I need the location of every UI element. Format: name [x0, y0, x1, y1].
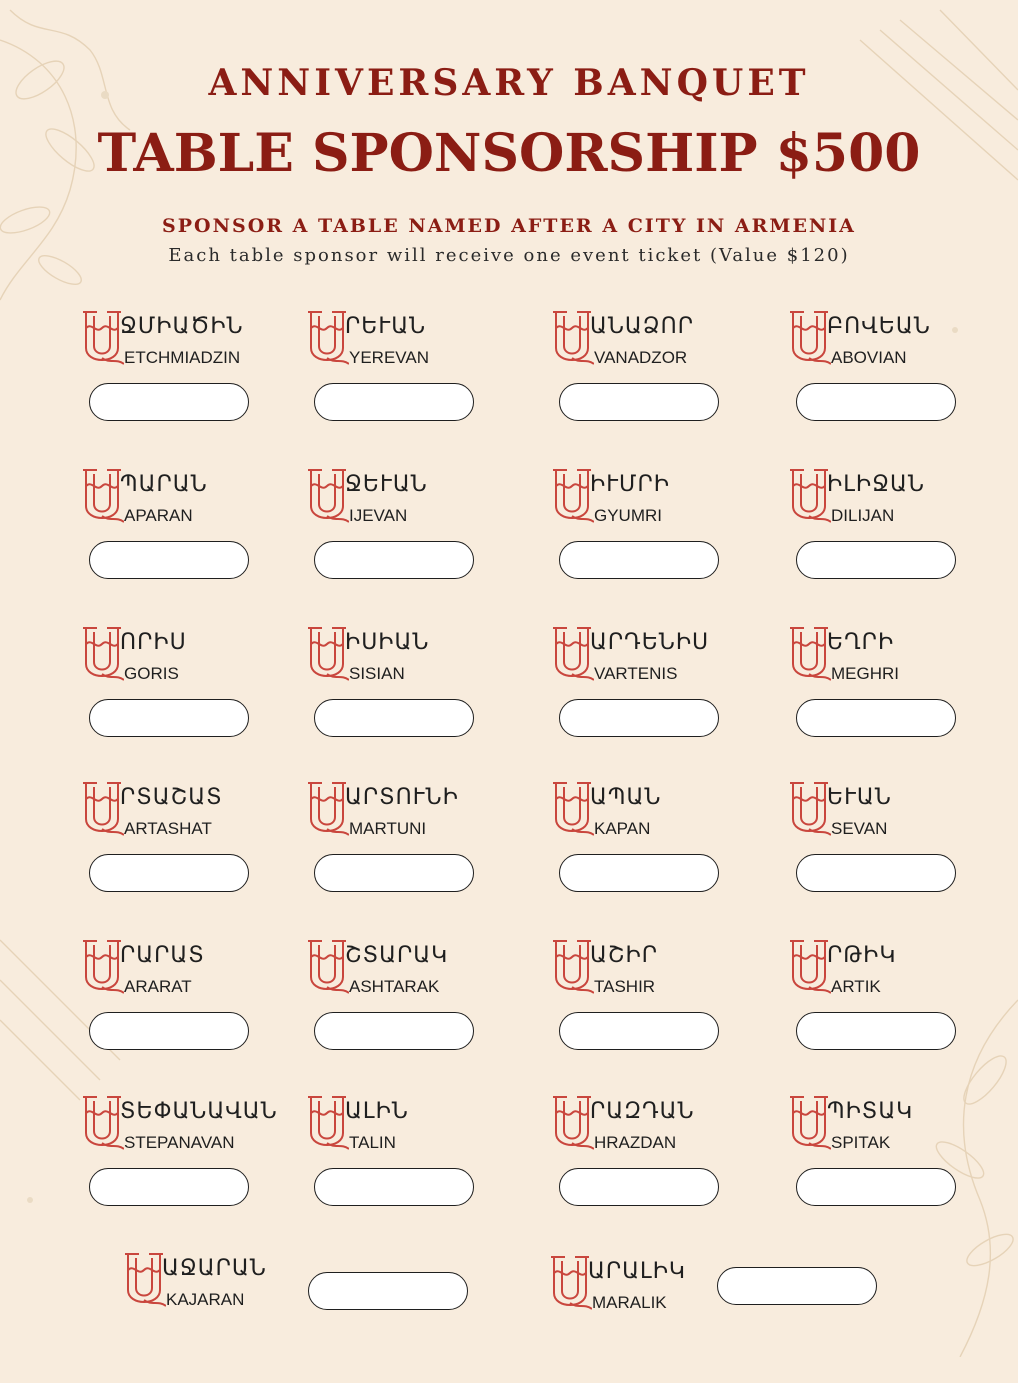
english-city-name: ARARAT: [124, 977, 192, 996]
armenian-initial-h-icon: [550, 1093, 594, 1155]
ticket-note: Each table sponsor will receive one event ticket (Value $120): [168, 245, 850, 266]
sponsor-name-field[interactable]: [717, 1267, 877, 1305]
armenian-city-name: ՊԻՏԱԿ: [827, 1099, 914, 1124]
sponsor-name-field[interactable]: [796, 1012, 956, 1050]
english-city-name: DILIJAN: [831, 506, 895, 525]
table-sponsor-ashtarak: [305, 937, 505, 1067]
sponsor-name-field[interactable]: [314, 383, 474, 421]
armenian-initial-ye-icon: [305, 308, 349, 370]
armenian-initial-m-icon: [787, 624, 831, 686]
armenian-initial-a-icon: [787, 937, 831, 999]
armenian-city-name: ՐՏԱՇԱՏ: [120, 785, 223, 810]
armenian-city-name: ԻԼԻՋԱՆ: [827, 472, 925, 497]
armenian-city-name: ԲՈՎԵԱՆ: [827, 314, 931, 339]
sponsor-name-field[interactable]: [796, 699, 956, 737]
armenian-city-name: ԻՒՄՐԻ: [590, 472, 670, 497]
table-sponsor-sisian: [305, 624, 505, 754]
table-sponsor-tashir: [550, 937, 750, 1067]
sponsor-name-field[interactable]: [559, 383, 719, 421]
table-sponsor-etchmiadzin: [80, 308, 280, 438]
table-sponsor-maralik: [548, 1253, 748, 1383]
table-sponsor-yerevan: [305, 308, 505, 438]
armenian-initial-a-icon: [787, 308, 831, 370]
armenian-city-name: ՋԵՒԱՆ: [345, 472, 428, 497]
english-city-name: STEPANAVAN: [124, 1133, 235, 1152]
english-city-name: ASHTARAK: [349, 977, 440, 996]
english-city-name: KAPAN: [594, 819, 651, 838]
english-city-name: VARTENIS: [594, 664, 678, 683]
sponsor-name-field[interactable]: [89, 541, 249, 579]
english-city-name: SISIAN: [349, 664, 405, 683]
armenian-initial-i-icon: [305, 466, 349, 528]
english-city-name: SEVAN: [831, 819, 888, 838]
sponsor-name-field[interactable]: [89, 1012, 249, 1050]
armenian-initial-d-icon: [787, 466, 831, 528]
armenian-city-name: ԻՍԻԱՆ: [345, 630, 430, 655]
table-sponsor-spitak: [787, 1093, 987, 1223]
armenian-initial-s-icon: [787, 1093, 831, 1155]
armenian-city-name: ՐԱՐԱՏ: [120, 943, 205, 968]
english-city-name: GYUMRI: [594, 506, 662, 525]
armenian-city-name: ՏԵՓԱՆԱՎԱՆ: [120, 1099, 278, 1124]
table-sponsor-hrazdan: [550, 1093, 750, 1223]
armenian-initial-s-icon: [80, 1093, 124, 1155]
table-sponsor-goris: [80, 624, 280, 754]
sponsor-name-field[interactable]: [314, 1012, 474, 1050]
table-sponsor-vartenis: [550, 624, 750, 754]
armenian-city-name: ԱՐՏՈՒՆԻ: [345, 785, 459, 810]
sponsorship-subtitle: SPONSOR A TABLE NAMED AFTER A CITY IN ARMENIA: [162, 215, 856, 237]
english-city-name: SPITAK: [831, 1133, 891, 1152]
table-sponsor-martuni: [305, 779, 505, 909]
table-sponsor-sevan: [787, 779, 987, 909]
table-sponsor-stepanavan: [80, 1093, 280, 1223]
armenian-initial-t-icon: [550, 937, 594, 999]
sponsor-name-field[interactable]: [559, 541, 719, 579]
sponsor-name-field[interactable]: [796, 383, 956, 421]
armenian-city-name: ԱՇԻՐ: [590, 943, 658, 968]
sponsor-name-field[interactable]: [89, 383, 249, 421]
sponsor-name-field[interactable]: [308, 1272, 468, 1310]
sponsor-name-field[interactable]: [796, 541, 956, 579]
sponsor-name-field[interactable]: [796, 1168, 956, 1206]
armenian-city-name: ԱՐԴԵՆԻՍ: [590, 630, 710, 655]
table-sponsor-gyumri: [550, 466, 750, 596]
armenian-city-name: ՐԵՒԱՆ: [345, 314, 427, 339]
armenian-city-name: ՇՏԱՐԱԿ: [345, 943, 449, 968]
sponsor-name-field[interactable]: [89, 1168, 249, 1206]
english-city-name: ARTASHAT: [124, 819, 212, 838]
armenian-city-name: ՐԱԶԴԱՆ: [590, 1099, 695, 1124]
table-sponsor-kapan: [550, 779, 750, 909]
armenian-initial-a-icon: [80, 466, 124, 528]
armenian-city-name: ԱՋԱՐԱՆ: [162, 1256, 267, 1281]
table-sponsor-artik: [787, 937, 987, 1067]
table-sponsor-aparan: [80, 466, 280, 596]
armenian-initial-m-icon: [548, 1253, 592, 1315]
english-city-name: IJEVAN: [349, 506, 408, 525]
english-city-name: ABOVIAN: [831, 348, 907, 367]
english-city-name: MEGHRI: [831, 664, 899, 683]
armenian-initial-m-icon: [305, 779, 349, 841]
armenian-city-name: ԱԼԻՆ: [345, 1099, 409, 1124]
english-city-name: MARTUNI: [349, 819, 427, 838]
armenian-city-name: ԱՐԱԼԻԿ: [588, 1259, 687, 1284]
armenian-initial-a-icon: [80, 937, 124, 999]
english-city-name: TASHIR: [594, 977, 656, 996]
armenian-city-name: ՐԹԻԿ: [827, 943, 897, 968]
english-city-name: ARTIK: [831, 977, 881, 996]
sponsor-name-field[interactable]: [796, 854, 956, 892]
armenian-initial-g-icon: [80, 624, 124, 686]
armenian-initial-g-icon: [550, 466, 594, 528]
table-sponsor-artashat: [80, 779, 280, 909]
armenian-city-name: ԱՊԱՆ: [590, 785, 662, 810]
table-sponsor-kajaran: [122, 1250, 322, 1380]
english-city-name: MARALIK: [592, 1293, 667, 1312]
table-sponsor-meghri: [787, 624, 987, 754]
sponsor-name-field[interactable]: [89, 854, 249, 892]
sponsor-name-field[interactable]: [314, 854, 474, 892]
table-sponsor-abovian: [787, 308, 987, 438]
sponsor-name-field[interactable]: [314, 1168, 474, 1206]
armenian-initial-v-icon: [550, 308, 594, 370]
english-city-name: APARAN: [124, 506, 193, 525]
armenian-city-name: ԵՒԱՆ: [827, 785, 892, 810]
armenian-initial-s-icon: [787, 779, 831, 841]
english-city-name: KAJARAN: [166, 1290, 245, 1309]
sponsor-name-field[interactable]: [89, 699, 249, 737]
english-city-name: TALIN: [349, 1133, 396, 1152]
sponsor-name-field[interactable]: [559, 854, 719, 892]
armenian-initial-k-icon: [550, 779, 594, 841]
english-city-name: ETCHMIADZIN: [124, 348, 241, 367]
armenian-initial-t-icon: [305, 1093, 349, 1155]
table-sponsor-talin: [305, 1093, 505, 1223]
armenian-initial-k-icon: [122, 1250, 166, 1312]
table-sponsor-dilijan: [787, 466, 987, 596]
sponsorship-title: TABLE SPONSORSHIP $500: [97, 123, 921, 184]
armenian-city-name: ԱՆԱՁՈՐ: [590, 314, 694, 339]
sponsor-name-field[interactable]: [314, 699, 474, 737]
english-city-name: YEREVAN: [349, 348, 429, 367]
table-sponsor-vanadzor: [550, 308, 750, 438]
event-title: ANNIVERSARY BANQUET: [208, 62, 810, 104]
english-city-name: HRAZDAN: [594, 1133, 677, 1152]
sponsor-name-field[interactable]: [559, 1168, 719, 1206]
armenian-initial-a-icon: [305, 937, 349, 999]
armenian-city-name: ՈՐԻՍ: [120, 630, 187, 655]
armenian-initial-v-icon: [550, 624, 594, 686]
armenian-initial-a-icon: [80, 779, 124, 841]
armenian-city-name: ՊԱՐԱՆ: [120, 472, 208, 497]
table-sponsor-ijevan: [305, 466, 505, 596]
sponsor-name-field[interactable]: [314, 541, 474, 579]
armenian-initial-s-icon: [305, 624, 349, 686]
english-city-name: GORIS: [124, 664, 179, 683]
armenian-city-name: ԵՂՐԻ: [827, 630, 895, 655]
sponsor-name-field[interactable]: [559, 1012, 719, 1050]
table-sponsor-ararat: [80, 937, 280, 1067]
sponsor-name-field[interactable]: [559, 699, 719, 737]
english-city-name: VANADZOR: [594, 348, 688, 367]
armenian-city-name: ՋՄԻԱԾԻՆ: [120, 314, 244, 339]
armenian-initial-e-icon: [80, 308, 124, 370]
